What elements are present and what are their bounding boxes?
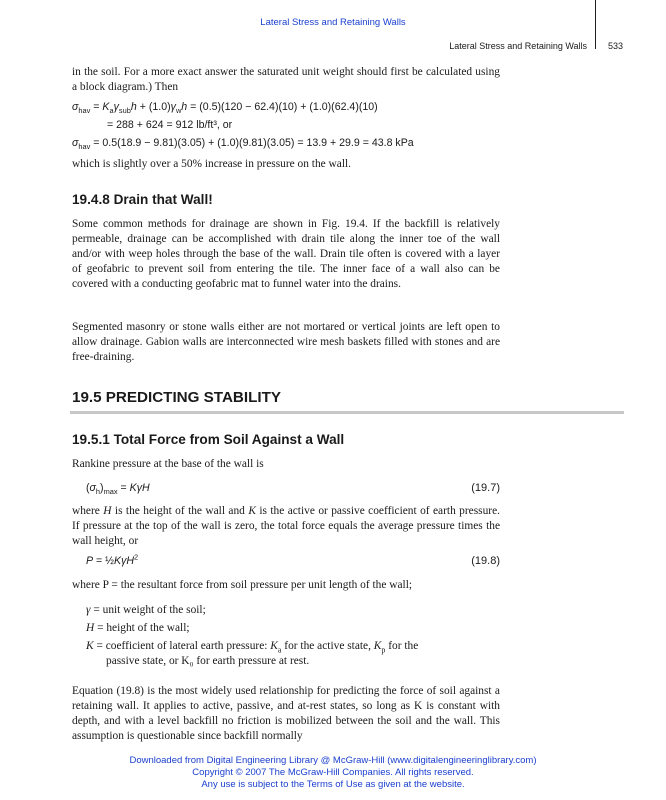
definition-k-text-b: for the active state,: [281, 640, 374, 652]
definition-gamma: γ = unit weight of the soil;: [86, 604, 206, 616]
heading-19-5-1: 19.5.1 Total Force from Soil Against a Wall: [72, 432, 345, 447]
definition-k-text-c: for the: [385, 640, 419, 652]
where1-text-b: is the height of the wall and: [111, 505, 249, 517]
where1-text-c: is the active or passive coefficient of earth pressure. If pressure at the top of the wall is zero, the total force equals the average pressure times the wall height, or: [72, 505, 500, 547]
equation-sigma-hav-us: $\sigma_{hav} = K_a\gamma_{sub}h + (1.0)\gamma_wh = (0.5)(120 - 62.4)(10) + (1.0)(62.4)(10)$: [72, 101, 378, 116]
definition-h: H = height of the wall;: [86, 622, 190, 634]
definition-k-line2: passive state, or K₀ for earth pressure at rest.: [106, 655, 310, 667]
footer-copyright: Copyright © 2007 The McGraw-Hill Companies. All rights reserved.: [192, 767, 474, 778]
equation-number-19-7: (19.7): [471, 482, 500, 494]
chapter-link[interactable]: Lateral Stress and Retaining Walls: [260, 17, 406, 28]
definition-k-text-a: = coefficient of lateral earth pressure:: [93, 640, 271, 652]
equation-19-7: $(\sigma_h)_{max} = K\gamma H$: [86, 482, 150, 497]
rankine-sentence: Rankine pressure at the base of the wall is: [72, 458, 264, 470]
where-paragraph-1: where H is the height of the wall and K is the active or passive coefficient of earth pressure. If pressure at the top of the wall is zero, the total force equals the average pressure times the wall height, or: [72, 505, 500, 547]
header-rule: [595, 0, 596, 49]
running-head: Lateral Stress and Retaining Walls: [449, 41, 587, 51]
drainage-paragraph-1: Some common methods for drainage are shown in Fig. 19.4. If the backfill is relatively permeable, drainage can be accomplished with drain tile along the inner toe of the wall and/or with weep holes through the base of the wall. Drain tile often is covered with a layer of geofabric to prevent soil from entering the tile. The inner face of a wall also can be covered with a conducting geofabric mat to funnel water into the drains.: [72, 218, 500, 290]
definition-gamma-text: = unit weight of the soil;: [90, 604, 206, 616]
equation-19-8: P = ½KγH$^2$: [86, 552, 139, 567]
drainage-paragraph-2: Segmented masonry or stone walls either are not mortared or vertical joints are left open to allow drainage. Gabion walls are interconnected wire mesh baskets filled with stones and are free-draining.: [72, 321, 500, 363]
equation-sigma-hav-si: $\sigma_{hav} = 0.5(18.9 - 9.81)(3.05) + (1.0)(9.81)(3.05) = 13.9 + 29.9 = 43.8$ kPa: [72, 137, 414, 152]
heading-19-4-8: 19.4.8 Drain that Wall!: [72, 192, 213, 207]
page-number: 533: [608, 41, 624, 51]
section-rule: [70, 411, 624, 414]
equation-result-us: = 288 + 624 = 912 lb/ft³, or: [107, 119, 233, 131]
where-paragraph-2: where P = the resultant force from soil pressure per unit length of the wall;: [72, 579, 413, 591]
where1-text-a: where: [72, 505, 104, 517]
equation-c-rhs: = 0.5(18.9 − 9.81)(3.05) + (1.0)(9.81)(3.05) = 13.9 + 29.9 = 43.8 kPa: [90, 137, 414, 149]
definition-h-text: = height of the wall;: [94, 622, 190, 634]
equation-number-19-8: (19.8): [471, 555, 500, 567]
footer-download-link[interactable]: Downloaded from Digital Engineering Library @ McGraw-Hill (www.digitalengineeringlibrary.com): [129, 755, 537, 766]
closing-paragraph: Equation (19.8) is the most widely used relationship for predicting the force of soil against a retaining wall. It applies to active, passive, and at-rest states, so long as K is constant with depth, and with a level backfill no friction is mobilized between the soil and the wall. This assumption is questionable since backfill normally: [72, 685, 500, 742]
definition-k: K = coefficient of lateral earth pressure: $K_a$ for the active state, $K_p$ for the: [86, 640, 419, 655]
equation-a-rhs: = (0.5)(120 − 62.4)(10) + (1.0)(62.4)(10): [187, 101, 378, 113]
intro-paragraph: in the soil. For a more exact answer the saturated unit weight should first be calculated using a block diagram.) Then: [72, 66, 500, 93]
footer-terms-link[interactable]: Any use is subject to the Terms of Use as given at the website.: [201, 779, 465, 790]
heading-19-5: 19.5 PREDICTING STABILITY: [72, 389, 281, 406]
increase-sentence: which is slightly over a 50% increase in pressure on the wall.: [72, 158, 351, 170]
